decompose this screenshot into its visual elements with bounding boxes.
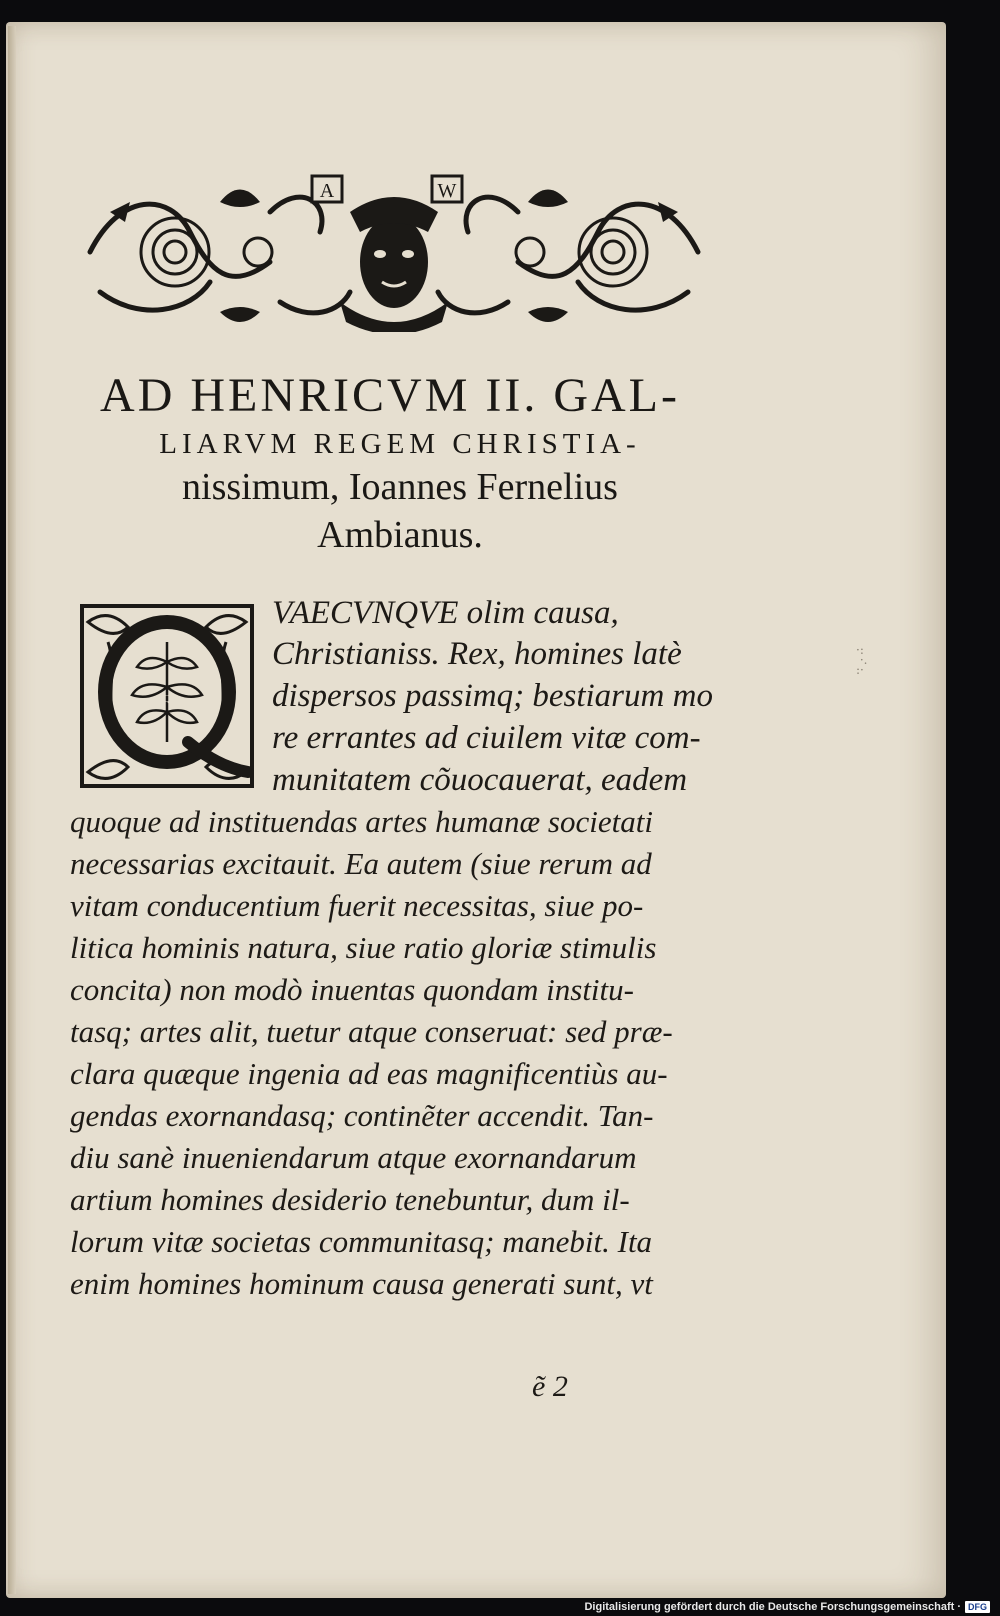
- heading-line-4: Ambianus.: [317, 514, 483, 556]
- body-line: vitam conducentium fuerit necessitas, siue po-: [70, 888, 644, 923]
- ornamental-headpiece: [80, 172, 708, 332]
- body-line: gendas exornandasq; continẽter accendit. Tan-: [70, 1098, 654, 1133]
- signature-mark: ẽ 2: [532, 1370, 568, 1403]
- body-line: tasq; artes alit, tuetur atque conseruat: sed præ-: [70, 1014, 673, 1049]
- dfg-logo: DFG: [965, 1601, 990, 1613]
- body-line: concita) non modò inuentas quondam institu-: [70, 972, 634, 1007]
- headpiece-initial-left: A: [319, 180, 335, 202]
- paper-stain: ·: ·. :·: [856, 643, 868, 677]
- body-line: enim homines hominum causa generati sunt, vt: [70, 1266, 653, 1301]
- body-line: VAECVNQVE olim causa,: [272, 595, 619, 631]
- digitization-credit: [584, 1600, 990, 1614]
- body-line: diu sanè inueniendarum atque exornandarum: [70, 1140, 637, 1175]
- heading-line-3: nissimum, Ioannes Fernelius: [182, 466, 618, 508]
- dropcap-letter: Q: [163, 694, 171, 705]
- body-line: quoque ad instituendas artes humanæ societati: [70, 804, 653, 839]
- heading-line-2: LIARVM REGEM CHRISTIA-: [159, 428, 641, 460]
- body-line: lorum vitæ societas communitasq; manebit. Ita: [70, 1224, 653, 1259]
- page-binding-edge: [8, 26, 16, 1594]
- heading-line-1: AD HENRICVM II. GAL-: [100, 369, 680, 422]
- body-line: munitatem cõuocauerat, eadem: [272, 762, 688, 798]
- footer-text: Digitalisierung gefördert durch die Deutsche Forschungsgemeinschaft ·: [584, 1601, 961, 1613]
- body-line: artium homines desiderio tenebuntur, dum il-: [70, 1182, 630, 1217]
- body-line: re errantes ad ciuilem vitæ com-: [272, 720, 701, 756]
- headpiece-initial-right: W: [437, 180, 457, 202]
- decorated-initial-q: [78, 602, 256, 790]
- body-line: Christianiss. Rex, homines latè: [272, 636, 682, 672]
- body-line: clara quæque ingenia ad eas magnificentiùs au-: [70, 1056, 668, 1091]
- body-line: dispersos passimq; bestiarum mo: [272, 678, 713, 714]
- body-line: litica hominis natura, siue ratio gloriæ stimulis: [70, 930, 657, 965]
- body-line: necessarias excitauit. Ea autem (siue rerum ad: [70, 846, 652, 881]
